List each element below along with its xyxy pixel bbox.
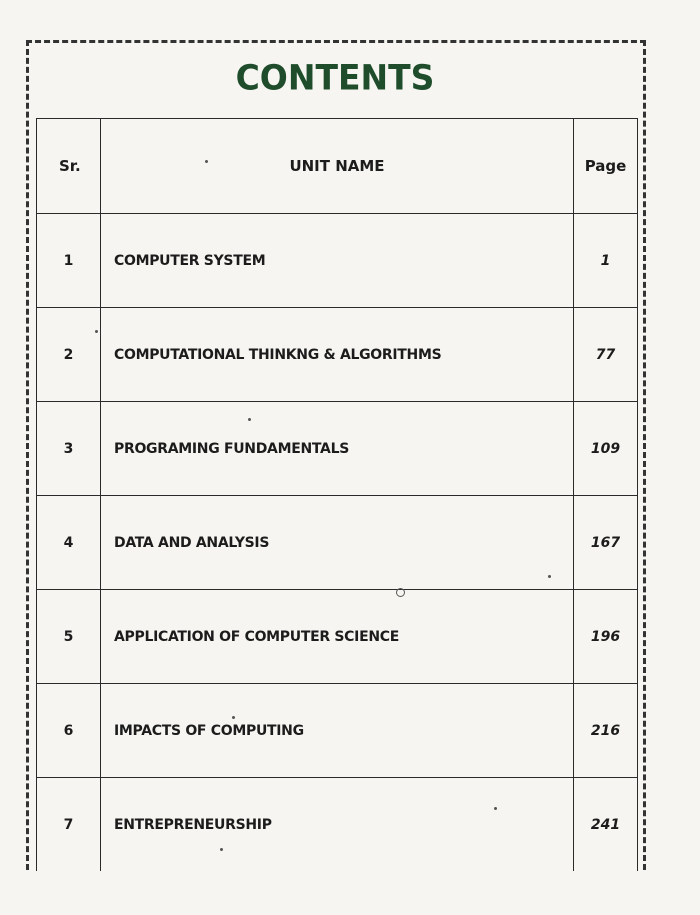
row-sr: 7 bbox=[37, 778, 101, 872]
row-unit-name: ENTREPRENEURSHIP bbox=[101, 778, 574, 872]
row-page: 1 bbox=[574, 214, 638, 308]
row-unit-name: COMPUTER SYSTEM bbox=[101, 214, 574, 308]
page-title: CONTENTS bbox=[235, 57, 435, 98]
scan-speck bbox=[220, 848, 223, 851]
row-page: 241 bbox=[574, 778, 638, 872]
row-page: 77 bbox=[574, 308, 638, 402]
table-row bbox=[37, 308, 638, 402]
scan-speck bbox=[396, 588, 405, 597]
table-row bbox=[37, 684, 638, 778]
row-unit-name: COMPUTATIONAL THINKNG & ALGORITHMS bbox=[101, 308, 574, 402]
table-row bbox=[37, 778, 638, 872]
row-page: 196 bbox=[574, 590, 638, 684]
header-page: Page bbox=[574, 119, 638, 214]
row-sr: 1 bbox=[37, 214, 101, 308]
row-sr: 5 bbox=[37, 590, 101, 684]
row-unit-name: DATA AND ANALYSIS bbox=[101, 496, 574, 590]
header-unit-name: UNIT NAME bbox=[101, 119, 574, 214]
row-page: 167 bbox=[574, 496, 638, 590]
table-row bbox=[37, 590, 638, 684]
table-row bbox=[37, 402, 638, 496]
scan-speck bbox=[248, 418, 251, 421]
table-header-row bbox=[37, 119, 638, 214]
row-sr: 2 bbox=[37, 308, 101, 402]
row-sr: 3 bbox=[37, 402, 101, 496]
table-row bbox=[37, 214, 638, 308]
row-sr: 6 bbox=[37, 684, 101, 778]
scan-speck bbox=[95, 330, 98, 333]
row-page: 109 bbox=[574, 402, 638, 496]
scan-speck bbox=[232, 716, 235, 719]
header-sr: Sr. bbox=[37, 119, 101, 214]
row-page: 216 bbox=[574, 684, 638, 778]
row-unit-name: PROGRAMING FUNDAMENTALS bbox=[101, 402, 574, 496]
row-unit-name: APPLICATION OF COMPUTER SCIENCE bbox=[101, 590, 574, 684]
row-unit-name: IMPACTS OF COMPUTING bbox=[101, 684, 574, 778]
scan-speck bbox=[548, 575, 551, 578]
scan-speck bbox=[205, 160, 208, 163]
row-sr: 4 bbox=[37, 496, 101, 590]
contents-table bbox=[36, 118, 638, 871]
scan-speck bbox=[494, 807, 497, 810]
